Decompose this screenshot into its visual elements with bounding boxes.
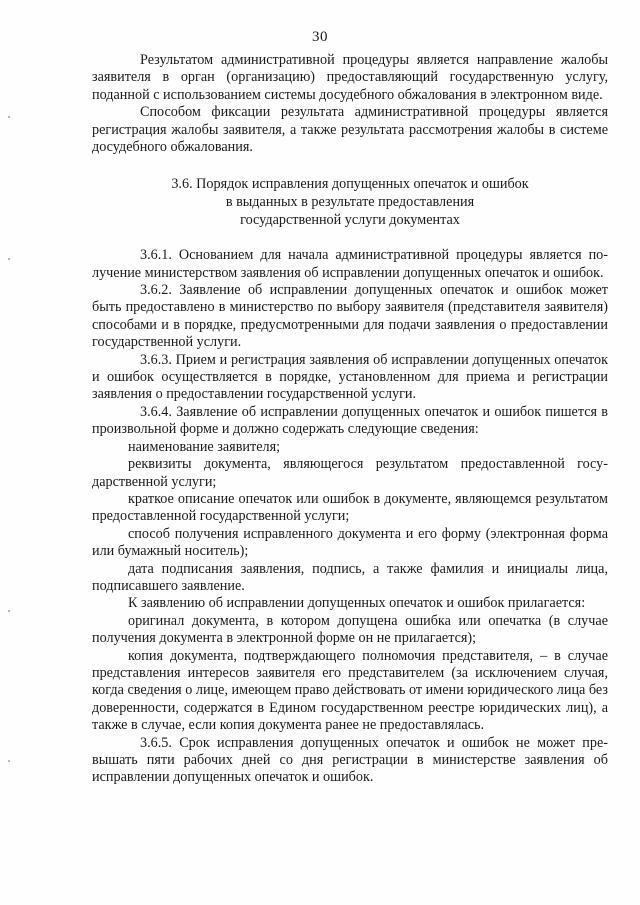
- list-item-delivery-method: способ получения исправленного документа и его форму (электронная форма или бумажный носитель);: [92, 525, 608, 560]
- paragraph-attachments: К заявлению об исправлении допущенных опечаток и ошибок прилагается:: [128, 595, 586, 612]
- list-item-signature-date: дата подписания заявления, подпись, а также фамилия и инициалы лица, подписавшего заявление.: [92, 560, 608, 594]
- list-item-document-details: реквизиты документа, являющегося результатом предоставленной государственной услуги;: [92, 456, 608, 490]
- list-item-representative-copy: копия документа, подтверждающего полномочия представителя, – в случае представления интересов заявителя его представителем (за исключением случая, когда сведения о лице, имеющем право действовать от имени юридического лица без доверенности, содержатся в Едином государственном реестре юридических лиц), а также в случае, если копия документа ранее не предоставлялась.: [92, 647, 608, 734]
- list-item-applicant-name: наименование заявителя;: [128, 438, 281, 455]
- paragraph-3-6-5: 3.6.5. Срок исправления допущенных опечаток и ошибок не может превышать пяти рабочих дней со дня регистрации в министерстве заявления об исправлении допущенных опечаток и ошибок.: [92, 734, 608, 786]
- paragraph-3-6-3: 3.6.3. Прием и регистрация заявления об исправлении допущенных опечаток и ошибок осуществляется в порядке, установленном для приема и регистрации заявления о предоставлении государственной услуги.: [92, 351, 608, 403]
- section-heading: [92, 176, 608, 229]
- section-heading-line-3: государственной услуги документах: [240, 211, 460, 228]
- scan-speck: [8, 760, 10, 762]
- page-content: [92, 52, 608, 787]
- page-number: 30: [312, 29, 328, 45]
- section-heading-line-1: 3.6. Порядок исправления допущенных опечаток и ошибок: [171, 176, 529, 193]
- list-item-error-description: краткое описание опечаток или ошибок в документе, являющемся результатом предоставленной государственной услуги;: [92, 490, 608, 525]
- paragraph-fixation: Способом фиксации результата административной процедуры является регистрация жалобы заявителя, а также результата рассмотрения жалобы в системе досудебного обжалования.: [92, 104, 608, 156]
- scan-speck: [8, 610, 10, 612]
- paragraph-3-6-4: 3.6.4. Заявление об исправлении допущенных опечаток и ошибок пишется в произвольной форме и должно содержать следующие сведения:: [92, 403, 608, 438]
- paragraph-3-6-1: 3.6.1. Основанием для начала административной процедуры является получение министерством заявления об исправлении допущенных опечаток и ошибок.: [92, 247, 608, 281]
- paragraph-3-6-2: 3.6.2. Заявление об исправлении допущенных опечаток и ошибок может быть предоставлено в министерство по выбору заявителя (представителя заявителя) способами и в порядке, предусмотренными для подачи заявления о предоставлении государственной услуги.: [92, 282, 608, 351]
- scan-speck: [8, 258, 10, 260]
- scan-speck: [8, 116, 10, 118]
- paragraph-result: Результатом административной процедуры является направление жалобы заявителя в орган (организацию) предоставляющий государственную услугу, поданной с использованием системы досудебного обжалования в электронном виде.: [92, 52, 608, 103]
- section-heading-line-2: в выданных в результате предоставления: [225, 194, 475, 211]
- list-item-original-document: оригинал документа, в котором допущена ошибка или опечатка (в случае получения документа в электронной форме он не прилагается);: [92, 612, 608, 647]
